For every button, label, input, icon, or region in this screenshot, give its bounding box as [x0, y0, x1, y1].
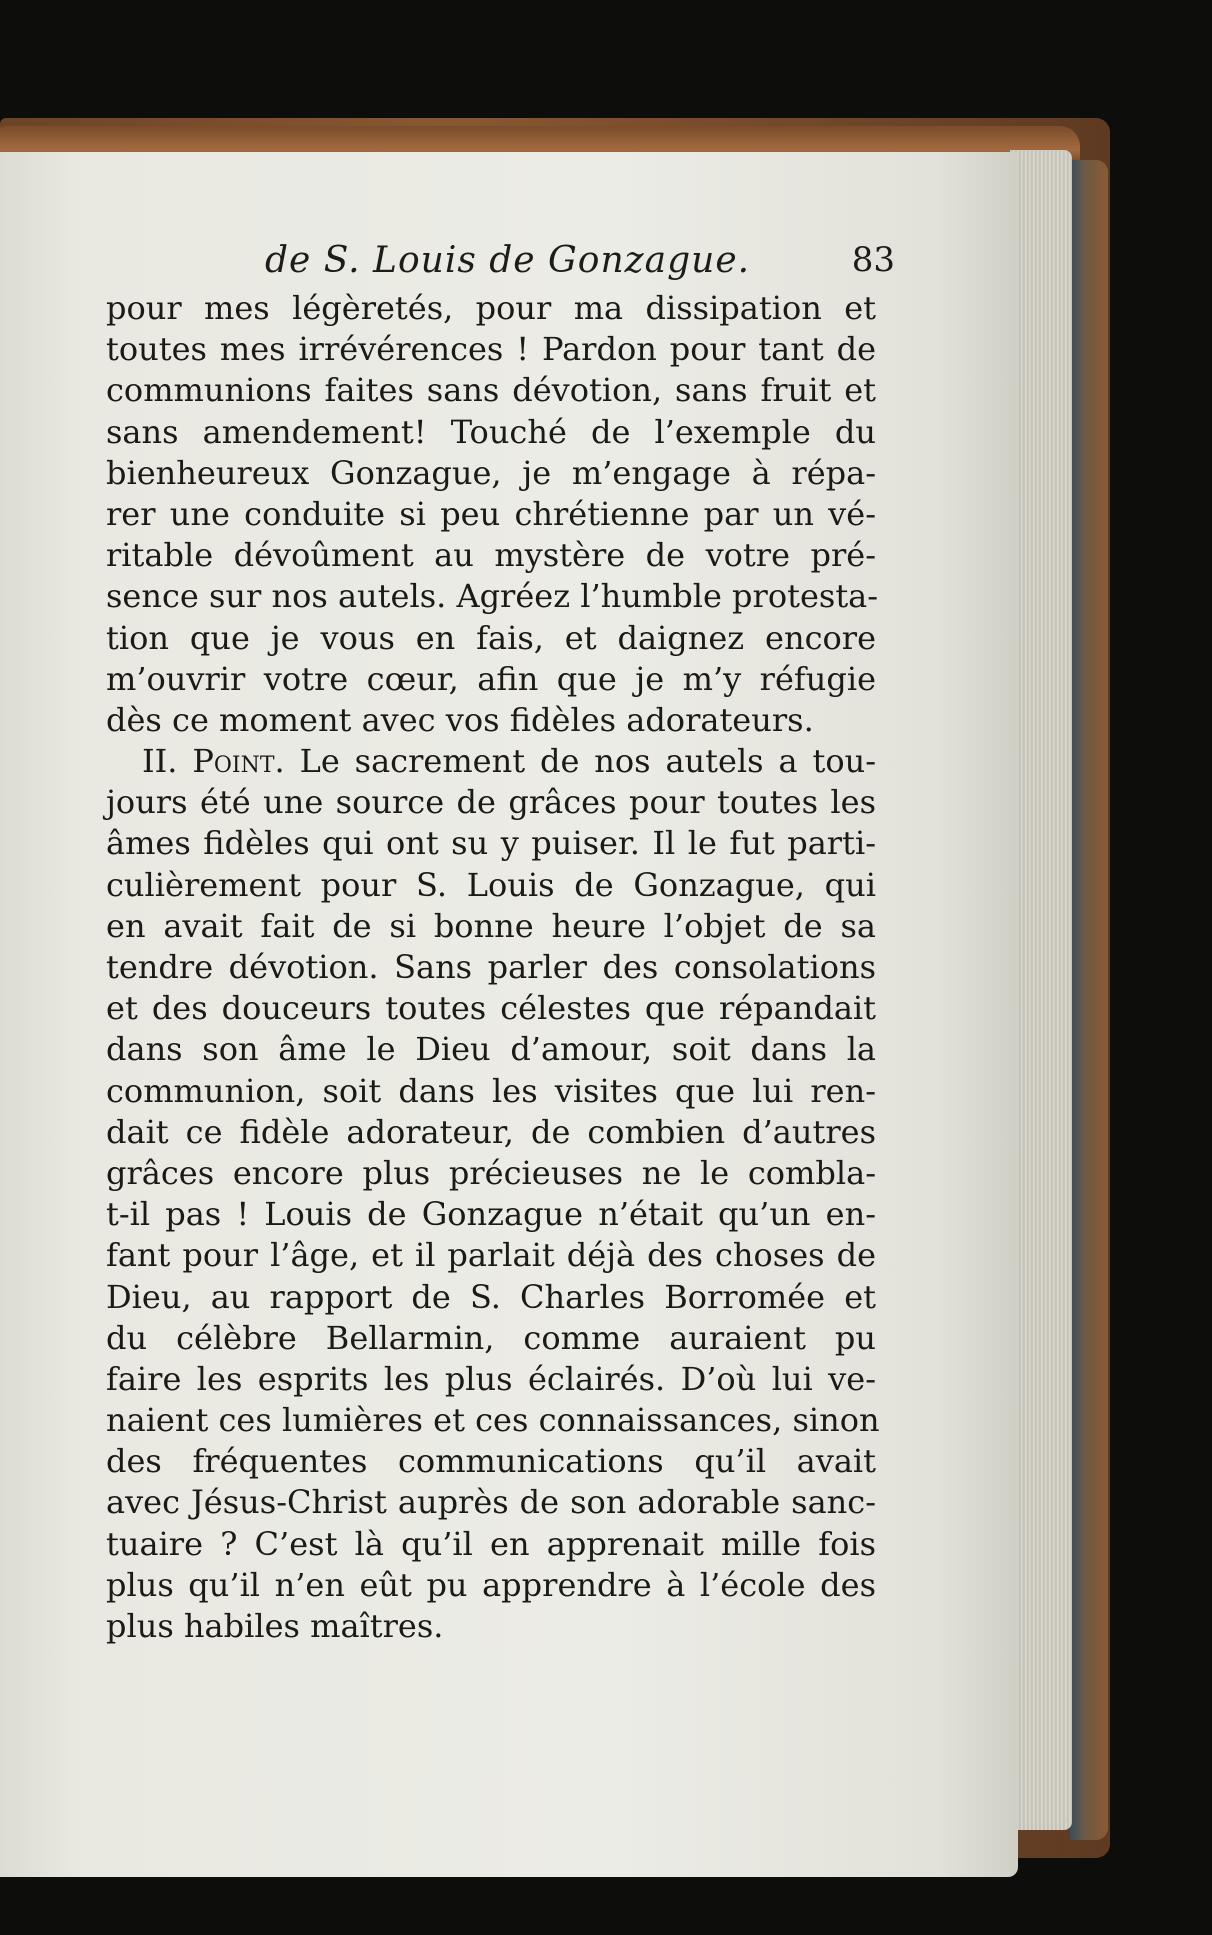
page-edges	[1010, 150, 1072, 1830]
text-line: rer une conduite si peu chrétienne par un vé-	[106, 494, 876, 533]
text-line: sans amendement! Touché de l’exemple du	[106, 412, 876, 451]
text-line: dans son âme le Dieu d’amour, soit dans la	[106, 1030, 876, 1069]
text-line: Dieu, au rapport de S. Charles Borromée et	[106, 1277, 876, 1316]
text-line: et des douceurs toutes célestes que répandait	[106, 989, 876, 1028]
running-title: de S. Louis de Gonzague.	[265, 240, 751, 281]
text-line: communions faites sans dévotion, sans fruit et	[106, 371, 876, 410]
text-line: dait ce fidèle adorateur, de combien d’autres	[106, 1112, 876, 1151]
section-number: II.	[142, 742, 193, 781]
text-line: culièrement pour S. Louis de Gonzague, qui	[106, 865, 876, 904]
text-line: naient ces lumières et ces connaissances, sinon	[106, 1401, 880, 1440]
section-heading-line	[106, 741, 876, 782]
section-label: Point	[192, 742, 275, 781]
text-line: sence sur nos autels. Agréez l’humble protesta-	[106, 577, 879, 616]
body-text	[106, 288, 880, 1647]
text-line: pour mes légèretés, pour ma dissipation et	[106, 289, 876, 327]
text-line: tuaire ? C’est là qu’il en apprenait mille fois	[106, 1524, 876, 1563]
text-line: t-il pas ! Louis de Gonzague n’était qu’un en-	[106, 1195, 876, 1234]
text-line: fant pour l’âge, et il parlait déjà des choses de	[106, 1236, 876, 1275]
text-line: âmes fidèles qui ont su y puiser. Il le fut parti-	[106, 824, 876, 863]
text-line: avec Jésus-Christ auprès de son adorable sanc-	[106, 1483, 876, 1522]
text-line: des fréquentes communications qu’il avait	[106, 1442, 876, 1481]
text-line: ritable dévoûment au mystère de votre pré-	[106, 536, 876, 575]
text-line: tendre dévotion. Sans parler des consolations	[106, 948, 876, 986]
text-line: grâces encore plus précieuses ne le combla-	[106, 1153, 876, 1192]
section-rest: . Le sacrement de nos autels a tou-	[274, 742, 877, 781]
text-line: toutes mes irrévérences ! Pardon pour tant de	[106, 330, 876, 369]
text-line: faire les esprits les plus éclairés. D’où lui ve-	[106, 1359, 876, 1398]
text-line: plus habiles maîtres.	[106, 1607, 444, 1645]
page-header	[265, 240, 895, 288]
text-line: plus qu’il n’en eût pu apprendre à l’école des	[106, 1565, 876, 1604]
text-line: m’ouvrir votre cœur, afin que je m’y réfugie	[106, 659, 876, 698]
text-line: jours été une source de grâces pour toutes les	[106, 783, 876, 822]
text-line: tion que je vous en fais, et daignez encore	[106, 618, 876, 657]
text-line: en avait fait de si bonne heure l’objet de sa	[106, 906, 876, 945]
book-cover-right	[1070, 160, 1108, 1840]
text-line: bienheureux Gonzague, je m’engage à répa-	[106, 453, 876, 492]
text-line: communion, soit dans les visites que lui ren-	[106, 1071, 876, 1110]
text-line: dès ce moment avec vos fidèles adorateurs.	[106, 700, 814, 739]
page-number: 83	[851, 240, 895, 280]
text-line: du célèbre Bellarmin, comme auraient pu	[106, 1318, 876, 1357]
